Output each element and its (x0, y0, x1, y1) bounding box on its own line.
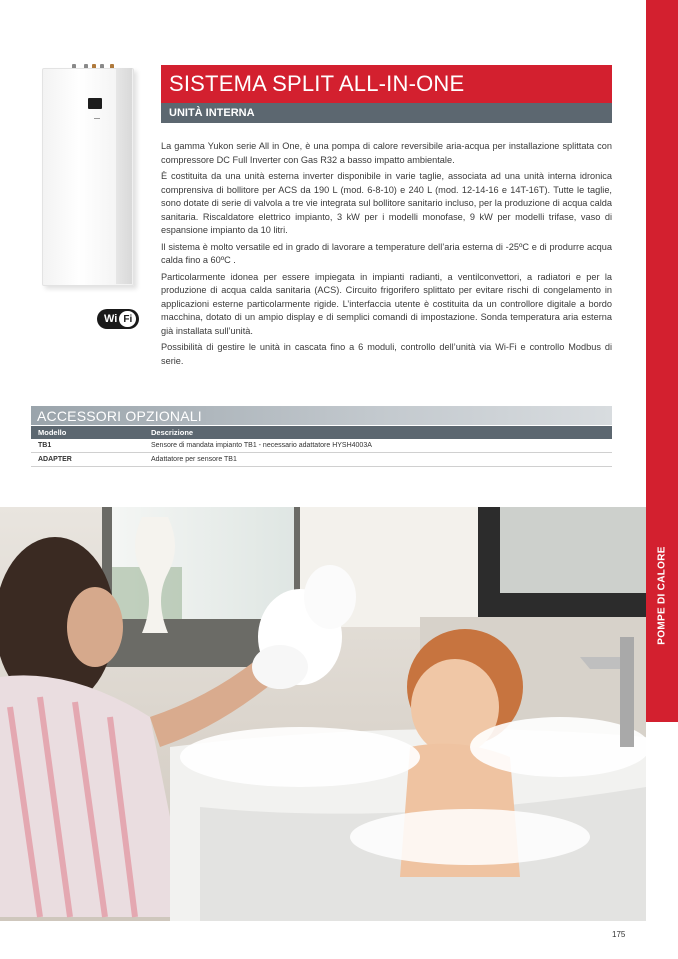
accessories-title: ACCESSORI OPZIONALI (37, 407, 202, 424)
unit-side-panel (116, 68, 132, 284)
paragraph: Particolarmente idonea per essere impiegata in impianti radianti, a ventilconvettori, a radiatori e per la produzione di acqua calda sanitaria (ACS). Circuito frigorifero splittato per evitare rischi di congelamento in applicazioni esterne particolarmente rigide. L’interfaccia utente è costituita da un controllore digitale a bordo macchina, dotato di un ampio display e di semplici comandi di impostazione. Sonda temperatura aria esterna già installata sull’unità. (161, 271, 612, 336)
bath-photo (0, 507, 646, 921)
paragraph: Possibilità di gestire le unità in cascata fino a 6 moduli, controllo dell’unità via Wi-Fi e controllo Modbus di serie. (161, 342, 612, 366)
wifi-badge-fi: Fi (119, 311, 136, 327)
unit-logo (94, 118, 100, 119)
cell-description: Adattatore per sensore TB1 (144, 453, 612, 467)
column-header-model: Modello (31, 426, 144, 439)
cell-model: ADAPTER (31, 453, 144, 467)
wifi-badge (97, 309, 139, 329)
side-tab-text: POMPE DI CALORE (656, 545, 668, 645)
side-tab-label (646, 540, 678, 650)
title-bar (161, 65, 612, 103)
page-number: 175 (612, 930, 626, 939)
subtitle-bar (161, 103, 612, 123)
table-row (31, 439, 612, 453)
cell-model: TB1 (31, 439, 144, 453)
paragraph: Il sistema è molto versatile ed in grado di lavorare a temperature dell’aria esterna di -25ºC e di produrre acqua calda fino a 60ºC . (161, 241, 612, 265)
page-title: SISTEMA SPLIT ALL-IN-ONE (169, 71, 465, 96)
accessories-header (31, 406, 612, 425)
cell-description: Sensore di mandata impianto TB1 - necessario adattatore HYSH4003A (144, 439, 612, 453)
column-header-description: Descrizione (144, 426, 612, 439)
table-row (31, 453, 612, 467)
bath-photo-illustration (0, 507, 646, 921)
wifi-badge-wi: Wi (104, 313, 118, 325)
paragraph: La gamma Yukon serie All in One, è una pompa di calore reversibile aria-acqua per installazione splittata con compressore DC Full Inverter con Gas R32 a basso impatto ambientale. (161, 141, 612, 165)
unit-display (88, 98, 102, 109)
description-text (161, 140, 612, 371)
paragraph: È costituita da una unità esterna inverter disponibile in varie taglie, associata ad una unità interna idronica comprensiva di bollitore per ACS da 190 L (mod. 6-8-10) e 240 L (mod. 12-14-16 e 14T-16T). Tutte le taglie, sono dotate di serie di valvola a tre vie integrata sul bollitore sanitario incluso, per la produzione di acqua calda sanitaria. Riscaldatore elettrico impianto, 3 kW per i modelli monofase, 9 kW per modelli trifase, vaso di espansione impianto da 10 litri. (161, 171, 612, 235)
page-subtitle: UNITÀ INTERNA (169, 107, 255, 119)
product-image (42, 64, 138, 286)
table-header-row (31, 426, 612, 439)
accessories-table (31, 426, 612, 467)
